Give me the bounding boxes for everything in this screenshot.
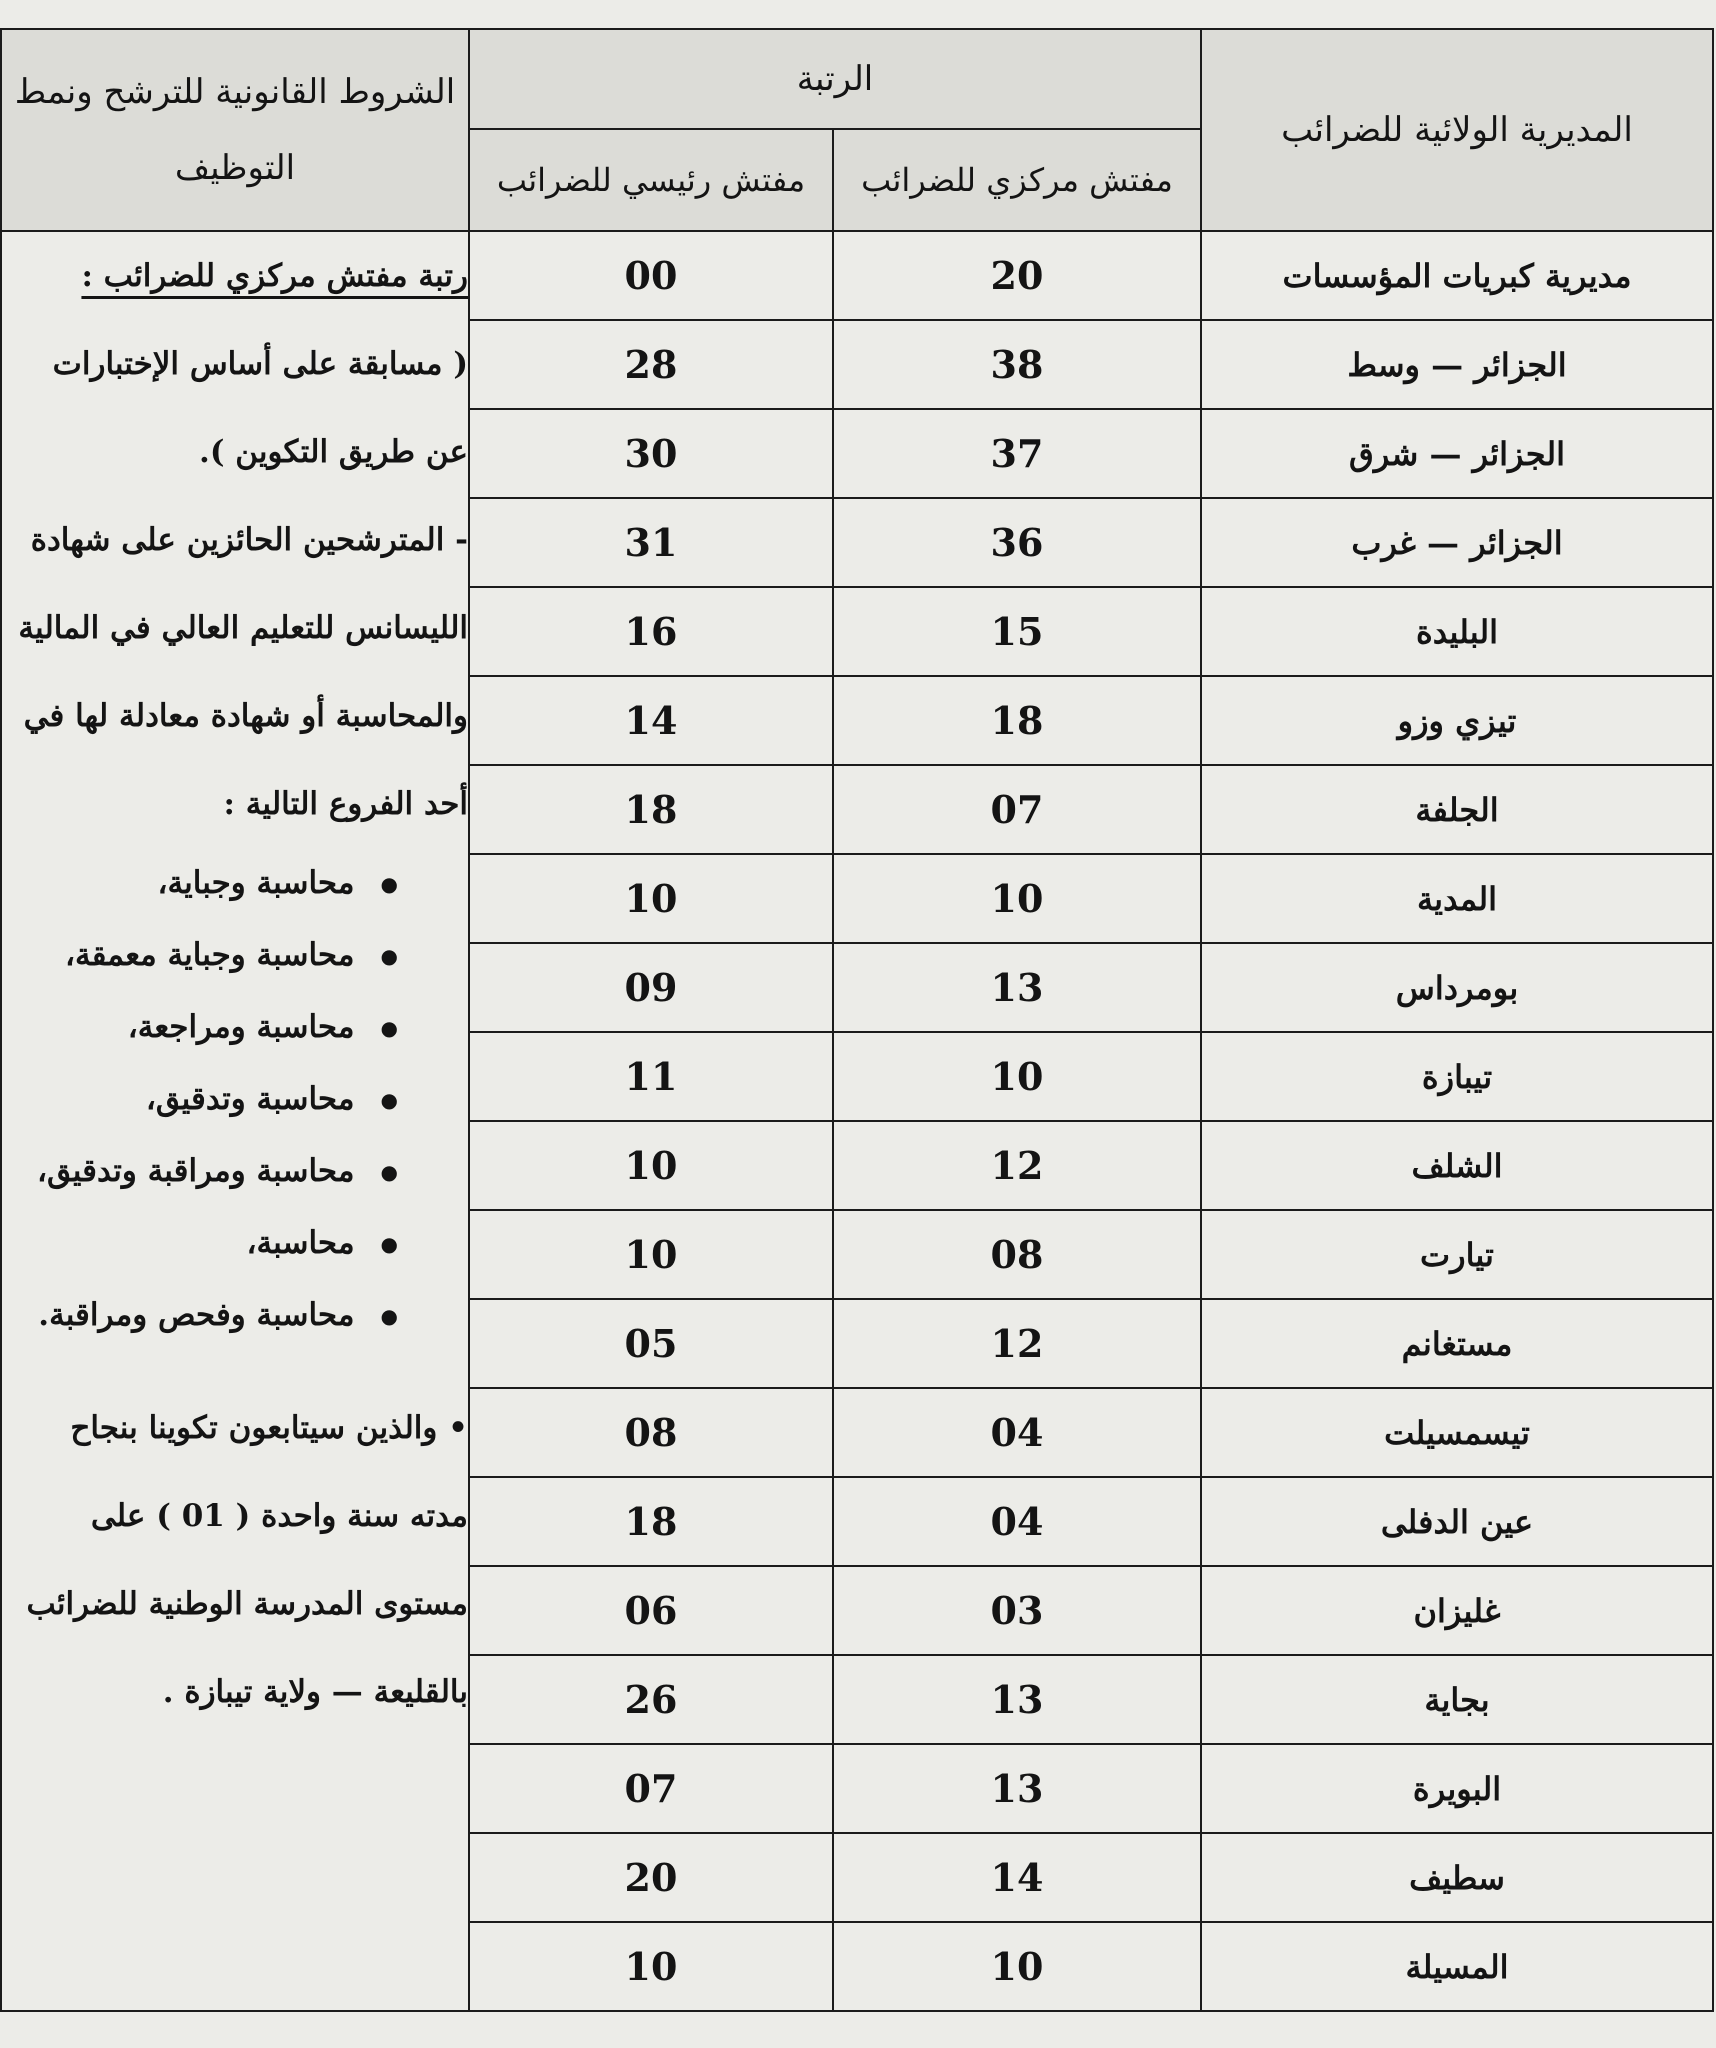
directorate-name: المسيلة <box>1201 1922 1713 2011</box>
central-inspector-count: 04 <box>833 1477 1201 1566</box>
directorate-name: تيسمسيلت <box>1201 1388 1713 1477</box>
directorate-name: سطيف <box>1201 1833 1713 1922</box>
central-inspector-count: 12 <box>833 1299 1201 1388</box>
main-inspector-count: 08 <box>469 1388 833 1477</box>
table-row <box>1 231 1713 320</box>
directorate-name: مديرية كبريات المؤسسات <box>1201 231 1713 320</box>
main-inspector-count: 10 <box>469 1121 833 1210</box>
main-inspector-count: 18 <box>469 765 833 854</box>
central-inspector-count: 07 <box>833 765 1201 854</box>
main-inspector-count: 10 <box>469 854 833 943</box>
central-inspector-count: 13 <box>833 943 1201 1032</box>
directorate-name: البويرة <box>1201 1744 1713 1833</box>
main-inspector-count: 20 <box>469 1833 833 1922</box>
main-inspector-count: 16 <box>469 587 833 676</box>
main-inspector-count: 14 <box>469 676 833 765</box>
directorate-name: مستغانم <box>1201 1299 1713 1388</box>
main-inspector-count: 11 <box>469 1032 833 1121</box>
conditions-line: أحد الفروع التالية : <box>223 786 468 822</box>
main-inspector-count: 18 <box>469 1477 833 1566</box>
directorate-name: البليدة <box>1201 587 1713 676</box>
directorate-name: تيارت <box>1201 1210 1713 1299</box>
header-conditions: الشروط القانونية للترشح ونمط التوظيف <box>1 29 469 231</box>
directorate-name: الجلفة <box>1201 765 1713 854</box>
main-inspector-count: 05 <box>469 1299 833 1388</box>
directorate-name: الجزائر — غرب <box>1201 498 1713 587</box>
branches-list <box>2 848 468 1352</box>
central-inspector-count: 08 <box>833 1210 1201 1299</box>
directorate-name: تيبازة <box>1201 1032 1713 1121</box>
conditions-line: بالقليعة — ولاية تيبازة . <box>162 1674 468 1710</box>
conditions-line: - المترشحين الحائزين على شهادة <box>30 522 468 558</box>
header-central-inspector: مفتش مركزي للضرائب <box>833 129 1201 231</box>
conditions-line: مستوى المدرسة الوطنية للضرائب <box>26 1586 468 1622</box>
directorate-name: عين الدفلى <box>1201 1477 1713 1566</box>
central-inspector-count: 14 <box>833 1833 1201 1922</box>
main-inspector-count: 10 <box>469 1922 833 2011</box>
branch-item: ● محاسبة، <box>2 1208 398 1280</box>
main-inspector-count: 09 <box>469 943 833 1032</box>
central-inspector-count: 03 <box>833 1566 1201 1655</box>
central-inspector-count: 10 <box>833 1032 1201 1121</box>
directorate-name: الجزائر — وسط <box>1201 320 1713 409</box>
recruitment-table <box>0 28 1714 2012</box>
conditions-line: الليسانس للتعليم العالي في المالية <box>18 610 468 646</box>
conditions-line: والمحاسبة أو شهادة معادلة لها في <box>23 698 468 734</box>
branch-item: ● محاسبة وفحص ومراقبة. <box>2 1280 398 1352</box>
main-inspector-count: 07 <box>469 1744 833 1833</box>
conditions-cell <box>1 231 469 2011</box>
main-inspector-count: 26 <box>469 1655 833 1744</box>
main-inspector-count: 00 <box>469 231 833 320</box>
central-inspector-count: 04 <box>833 1388 1201 1477</box>
directorate-name: تيزي وزو <box>1201 676 1713 765</box>
central-inspector-count: 13 <box>833 1744 1201 1833</box>
central-inspector-count: 10 <box>833 854 1201 943</box>
central-inspector-count: 10 <box>833 1922 1201 2011</box>
conditions-line: • والذين سيتابعون تكوينا بنجاح <box>70 1410 468 1446</box>
branch-item: ● محاسبة وجباية معمقة، <box>2 920 398 992</box>
branch-item: ● محاسبة ومراقبة وتدقيق، <box>2 1136 398 1208</box>
main-inspector-count: 06 <box>469 1566 833 1655</box>
branch-item: ● محاسبة وجباية، <box>2 848 398 920</box>
header-rank: الرتبة <box>469 29 1201 129</box>
directorate-name: المدية <box>1201 854 1713 943</box>
branch-item: ● محاسبة ومراجعة، <box>2 992 398 1064</box>
header-main-inspector: مفتش رئيسي للضرائب <box>469 129 833 231</box>
central-inspector-count: 36 <box>833 498 1201 587</box>
central-inspector-count: 13 <box>833 1655 1201 1744</box>
main-inspector-count: 31 <box>469 498 833 587</box>
central-inspector-count: 18 <box>833 676 1201 765</box>
main-inspector-count: 10 <box>469 1210 833 1299</box>
central-inspector-count: 15 <box>833 587 1201 676</box>
main-inspector-count: 30 <box>469 409 833 498</box>
directorate-name: غليزان <box>1201 1566 1713 1655</box>
main-inspector-count: 28 <box>469 320 833 409</box>
central-inspector-count: 20 <box>833 231 1201 320</box>
header-directorate: المديرية الولائية للضرائب <box>1201 29 1713 231</box>
central-inspector-count: 38 <box>833 320 1201 409</box>
directorate-name: الجزائر — شرق <box>1201 409 1713 498</box>
central-inspector-count: 37 <box>833 409 1201 498</box>
directorate-name: بجاية <box>1201 1655 1713 1744</box>
conditions-line: عن طريق التكوين ). <box>199 434 468 470</box>
directorate-name: الشلف <box>1201 1121 1713 1210</box>
directorate-name: بومرداس <box>1201 943 1713 1032</box>
branch-item: ● محاسبة وتدقيق، <box>2 1064 398 1136</box>
conditions-line: مدته سنة واحدة ( 01 ) على <box>90 1498 468 1534</box>
conditions-line: ( مسابقة على أساس الإختبارات <box>52 346 468 382</box>
conditions-title: رتبة مفتش مركزي للضرائب : <box>81 258 468 294</box>
central-inspector-count: 12 <box>833 1121 1201 1210</box>
